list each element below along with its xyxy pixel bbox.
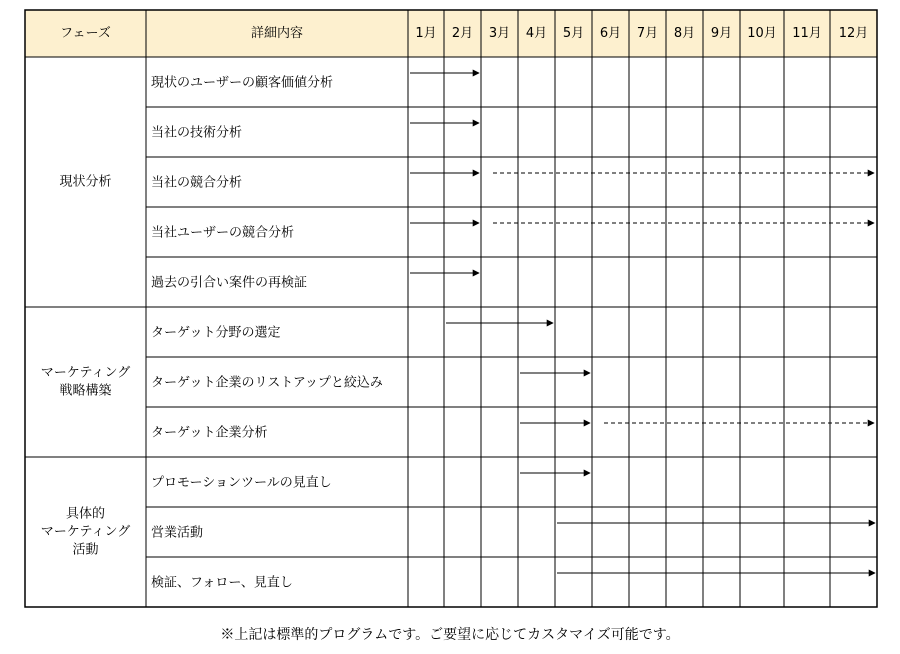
header-month-7: 7月 [636, 26, 659, 41]
task-label: ターゲット分野の選定 [151, 325, 281, 341]
phase-label: 具体的 [65, 506, 106, 522]
header-month-5: 5月 [562, 26, 585, 41]
phase-label: マーケティング [40, 365, 131, 381]
phase-label: 戦略構築 [59, 383, 112, 399]
task-label: 過去の引合い案件の再検証 [151, 275, 308, 291]
task-label: 現状のユーザーの顧客価値分析 [151, 75, 334, 91]
header-month-4: 4月 [525, 26, 548, 41]
header-month-8: 8月 [673, 26, 696, 41]
phase-label: マーケティング [40, 524, 131, 540]
table-border [25, 10, 877, 607]
header-month-3: 3月 [488, 26, 511, 41]
task-label: 検証、フォロー、見直し [151, 575, 293, 591]
header-month-2: 2月 [451, 26, 474, 41]
task-label: 当社の技術分析 [151, 125, 243, 141]
task-label: 当社ユーザーの競合分析 [151, 225, 295, 241]
header-month-9: 9月 [710, 26, 733, 41]
task-label: 当社の競合分析 [151, 175, 243, 191]
phase-label: 現状分析 [59, 174, 112, 190]
task-label: ターゲット企業のリストアップと絞込み [151, 375, 383, 391]
task-label: ターゲット企業分析 [151, 425, 268, 441]
header-month-10: 10月 [747, 26, 777, 41]
footnote: ※上記は標準的プログラムです。ご要望に応じてカスタマイズ可能です。 [220, 627, 680, 643]
header-month-1: 1月 [415, 26, 437, 41]
task-label: プロモーションツールの見直し [151, 475, 332, 491]
header-month-12: 12月 [838, 26, 869, 41]
header-month-11: 11月 [792, 26, 822, 41]
task-label: 営業活動 [151, 525, 204, 541]
header-phase: フェーズ [60, 26, 111, 41]
phase-label: 活動 [72, 542, 99, 558]
header-month-6: 6月 [599, 26, 622, 41]
header-detail: 詳細内容 [250, 26, 304, 41]
